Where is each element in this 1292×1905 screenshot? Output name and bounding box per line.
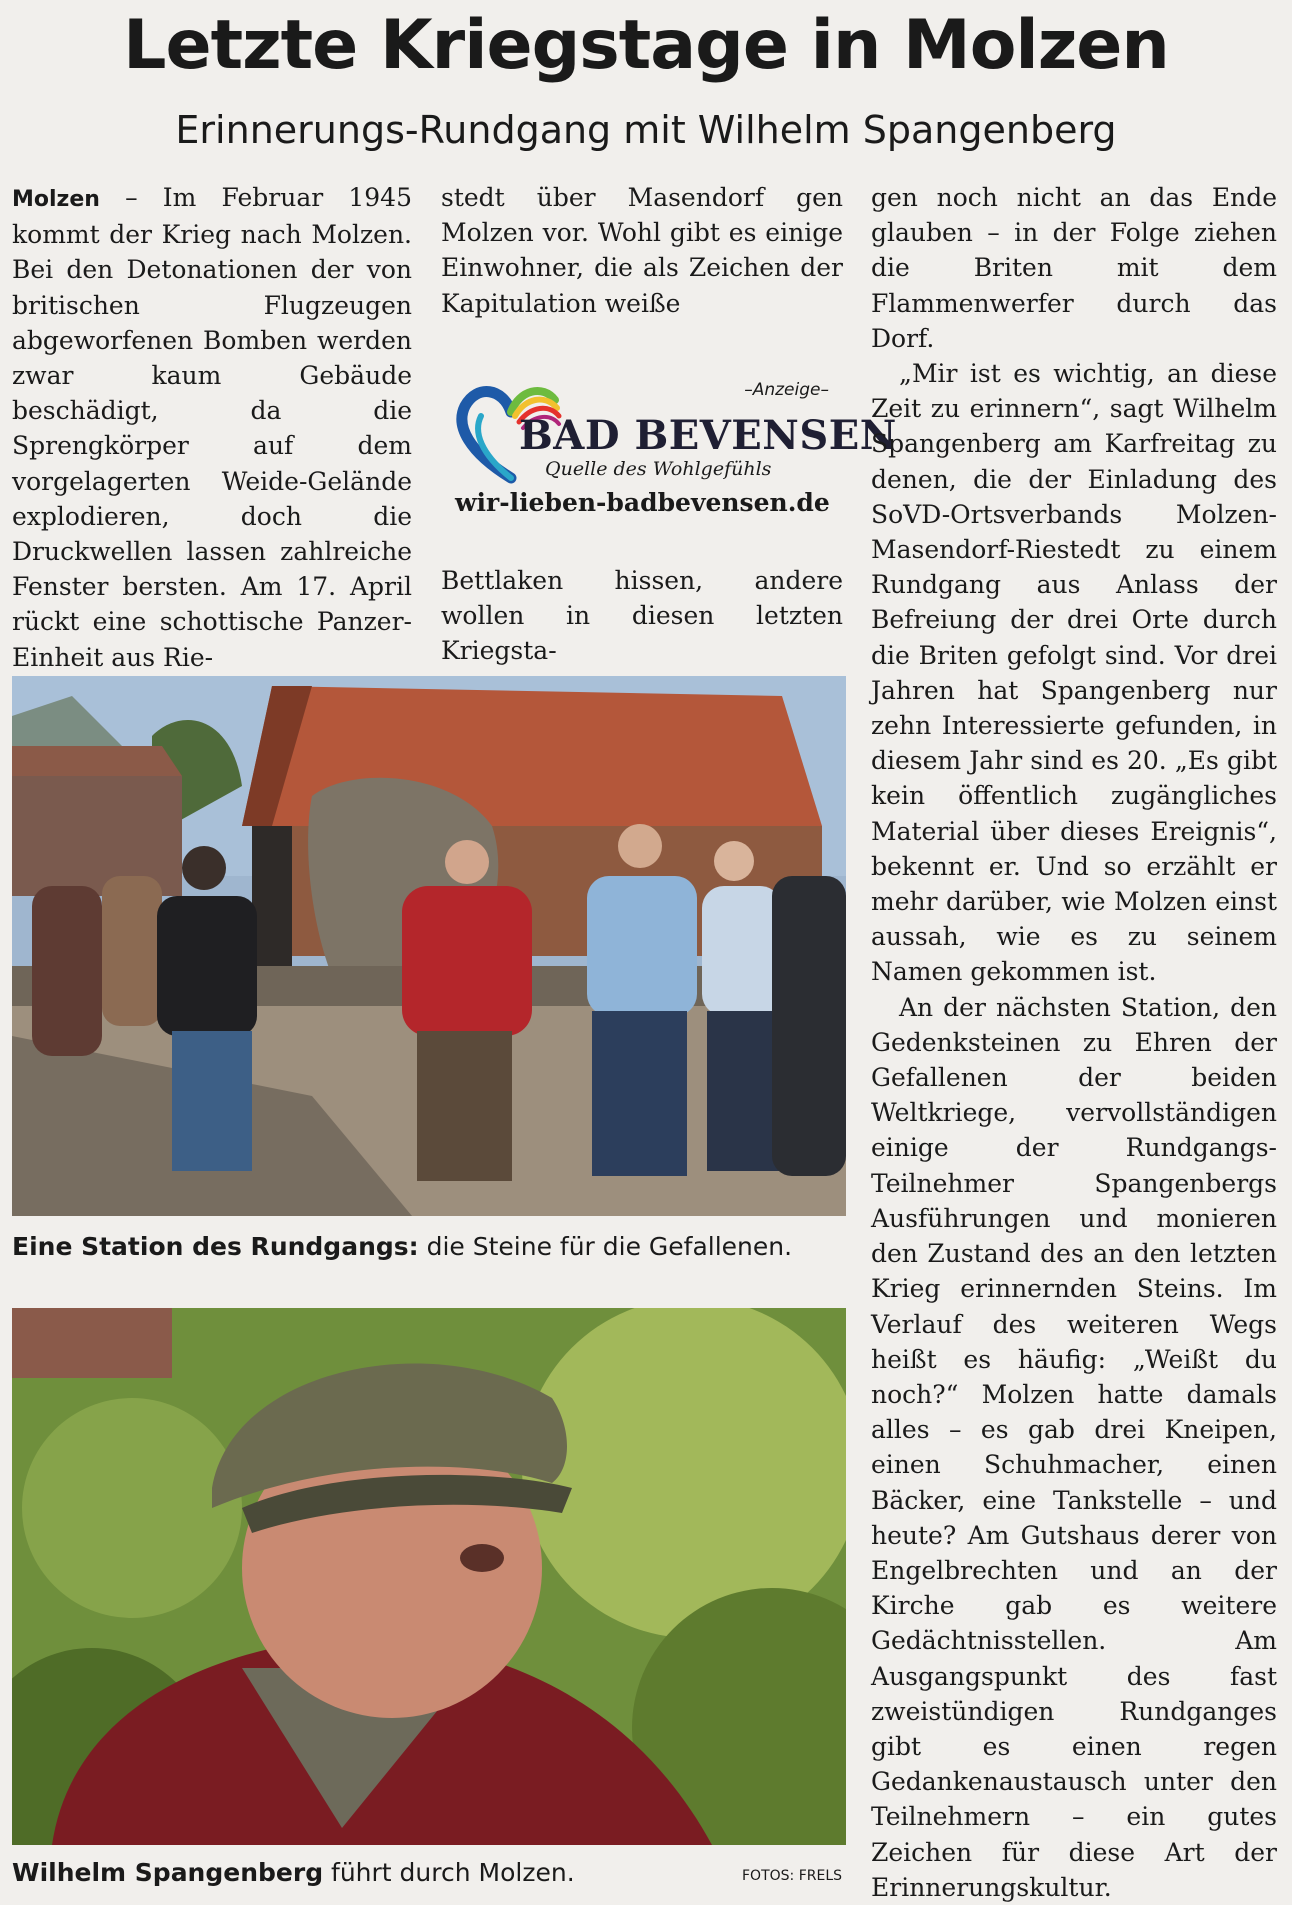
article-column-2-top <box>441 180 843 321</box>
photo-1-caption-bold: Eine Station des Rundgangs: <box>12 1232 419 1261</box>
ad-tag: –Anzeige– <box>744 380 829 400</box>
photo-2-caption-text: führt durch Molzen. <box>323 1858 575 1887</box>
column-1-text: – Im Februar 1945 kommt der Krieg nach Molzen. Bei den Detonationen der von britischen Flugzeugen abgeworfenen Bomben werden zwar kaum Gebäude beschädigt, da die Sprengkörper auf dem vorgelagerten Weide-Gelände explodieren, doch die Druckwellen lassen zahlreiche Fenster bersten. Am 17. April rückt eine schottische Panzer-Einheit aus Rie- <box>12 183 412 672</box>
photo-portrait-spangenberg <box>12 1308 846 1845</box>
advertisement[interactable] <box>441 376 897 536</box>
photo-2-caption <box>12 1858 575 1887</box>
column-3-paragraph-3: An der nächsten Station, den Gedenksteinen zu Ehren der Gefallenen der beiden Weltkriege, vervollständigen einige der Rundgangs-Teilnehmer Spangenbergs Ausführungen und monieren den Zustand des an den letzten Krieg erinnernden Steins. Im Verlauf des weiteren Wegs heißt es häufig: „Weißt du noch?“ Molzen hatte damals alles – es gab drei Kneipen, einen Schuhmacher, einen Bäcker, eine Tankstelle – und heute? Am Gutshaus derer von Engelbrechten und an der Kirche gab es weitere Gedächtnisstellen. Am Ausgangspunkt des fast zweistündigen Rundganges gibt es einen regen Gedankenaustausch unter den Teilnehmern – ein gutes Zeichen für diese Art der Erinnerungskultur. <box>871 992 1277 1902</box>
headline: Letzte Kriegstage in Molzen <box>123 6 1169 85</box>
column-3-paragraph-1: gen noch nicht an das Ende glauben – in der Folge ziehen die Briten mit dem Flammenwerfer durch das Dorf. <box>871 183 1277 353</box>
column-2-bottom-text: Bettlaken hissen, andere wollen in diesen letzten Kriegsta- <box>441 566 843 666</box>
photo-2-caption-bold: Wilhelm Spangenberg <box>12 1858 324 1887</box>
dateline: Molzen <box>12 187 100 212</box>
photo-credit: FOTOS: FRELS <box>742 1868 843 1884</box>
photo-memorial-stones <box>12 676 846 1216</box>
ad-url-link[interactable]: wir-lieben-badbevensen.de <box>455 488 830 517</box>
subheadline: Erinnerungs-Rundgang mit Wilhelm Spangenberg <box>175 108 1117 152</box>
ad-slogan: Quelle des Wohlgefühls <box>545 458 772 480</box>
article-column-2-bottom <box>441 563 843 669</box>
column-2-top-text: stedt über Masendorf gen Molzen vor. Wohl gibt es einige Einwohner, die als Zeichen der Kapitulation weiße <box>441 183 843 318</box>
column-3-paragraph-2: „Mir ist es wichtig, an diese Zeit zu erinnern“, sagt Wilhelm Spangenberg am Karfreitag zu denen, die der Einladung des SoVD-Ortsverbands Molzen-Masendorf-Riestedt zu einem Rundgang aus Anlass der Befreiung der drei Orte durch die Briten gefolgt sind. Vor drei Jahren hat Spangenberg nur zehn Interessierte gefunden, in diesem Jahr sind es 20. „Es gibt kein öffentlich zugängliches Material über dieses Ereignis“, bekennt er. Und so erzählt er mehr darüber, wie Molzen einst aussah, wie es zu seinem Namen gekommen ist. <box>871 359 1277 987</box>
photo-1-caption <box>12 1232 792 1261</box>
article-column-1 <box>12 180 412 675</box>
photo-1-caption-text: die Steine für die Gefallenen. <box>418 1232 793 1261</box>
ad-brand: BAD BEVENSEN <box>519 412 897 459</box>
article-column-3 <box>871 180 1277 1905</box>
